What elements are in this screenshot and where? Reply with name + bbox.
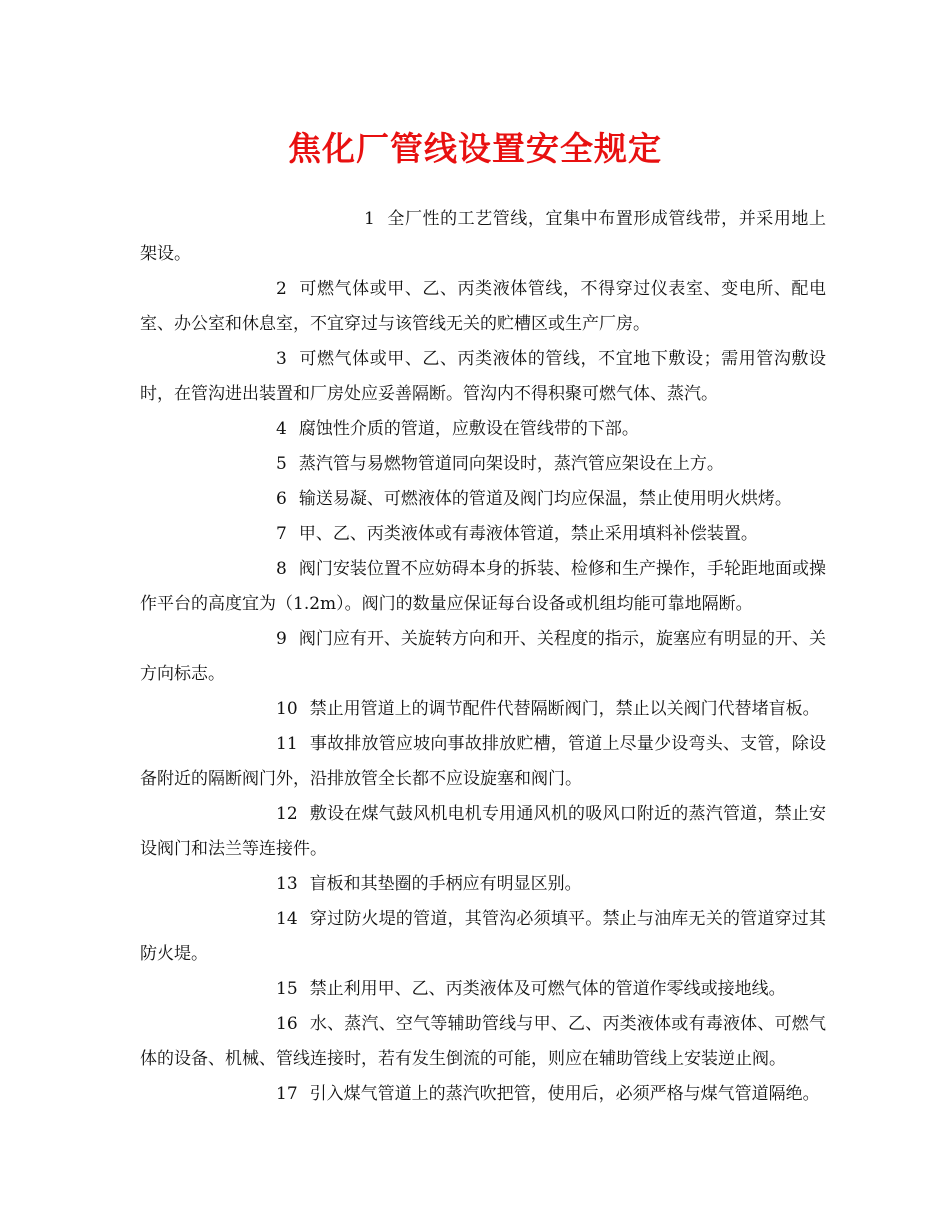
- clause-text: 阀门安装位置不应妨碍本身的拆装、检修和生产操作，手轮距地面或操作平台的高度宜为（1.2m）。阀门的数量应保证每台设备或机组均能可靠地隔断。: [140, 559, 826, 614]
- clause-text: 甲、乙、丙类液体或有毒液体管道，禁止采用填料补偿装置。: [298, 524, 758, 544]
- clause-text: 引入煤气管道上的蒸汽吹把管，使用后，必须严格与煤气管道隔绝。: [309, 1084, 820, 1104]
- clause-text: 禁止用管道上的调节配件代替隔断阀门，禁止以关阀门代替堵盲板。: [309, 699, 820, 719]
- clause-5: [140, 447, 826, 482]
- clause-9: [140, 622, 826, 692]
- clause-10: [140, 692, 826, 727]
- clause-number: 4: [276, 419, 287, 439]
- clause-14: [140, 902, 826, 972]
- clause-number: 8: [276, 559, 287, 579]
- clause-number: 11: [276, 734, 298, 754]
- clause-13: [140, 867, 826, 902]
- document-body: [140, 202, 826, 1112]
- clause-11: [140, 727, 826, 797]
- clause-text: 事故排放管应坡向事故排放贮槽，管道上尽量少设弯头、支管，除设备附近的隔断阀门外，沿排放管全长都不应设旋塞和阀门。: [140, 734, 826, 789]
- clause-number: 14: [276, 909, 298, 929]
- clause-text: 阀门应有开、关旋转方向和开、关程度的指示，旋塞应有明显的开、关方向标志。: [140, 629, 826, 684]
- clause-4: [140, 412, 826, 447]
- clause-number: 12: [276, 804, 298, 824]
- clause-text: 可燃气体或甲、乙、丙类液体管线，不得穿过仪表室、变电所、配电室、办公室和休息室，不宜穿过与该管线无关的贮槽区或生产厂房。: [140, 279, 826, 334]
- clause-2: [140, 272, 826, 342]
- clause-number: 10: [276, 699, 298, 719]
- clause-number: 9: [276, 629, 287, 649]
- clause-number: 13: [276, 874, 298, 894]
- clause-number: 5: [276, 454, 287, 474]
- clause-8: [140, 552, 826, 622]
- clause-text: 敷设在煤气鼓风机电机专用通风机的吸风口附近的蒸汽管道，禁止安设阀门和法兰等连接件。: [140, 804, 826, 859]
- clause-number: 15: [276, 979, 298, 999]
- clause-number: 6: [276, 489, 287, 509]
- clause-text: 水、蒸汽、空气等辅助管线与甲、乙、丙类液体或有毒液体、可燃气体的设备、机械、管线连接时，若有发生倒流的可能，则应在辅助管线上安装逆止阀。: [140, 1014, 826, 1069]
- clause-6: [140, 482, 826, 517]
- clause-12: [140, 797, 826, 867]
- document-title: 焦化厂管线设置安全规定: [288, 129, 662, 168]
- clause-text: 全厂性的工艺管线，宜集中布置形成管线带，并采用地上架设。: [140, 209, 826, 264]
- clause-number: 16: [276, 1014, 298, 1034]
- clause-number: 2: [276, 279, 287, 299]
- clause-text: 腐蚀性介质的管道，应敷设在管线带的下部。: [298, 419, 639, 439]
- clause-text: 禁止利用甲、乙、丙类液体及可燃气体的管道作零线或接地线。: [309, 979, 786, 999]
- clause-16: [140, 1007, 826, 1077]
- clause-3: [140, 342, 826, 412]
- clause-number: 3: [276, 349, 287, 369]
- clause-text: 穿过防火堤的管道，其管沟必须填平。禁止与油库无关的管道穿过其防火堤。: [140, 909, 826, 964]
- clause-text: 盲板和其垫圈的手柄应有明显区别。: [309, 874, 582, 894]
- clause-15: [140, 972, 826, 1007]
- clause-text: 输送易凝、可燃液体的管道及阀门均应保温，禁止使用明火烘烤。: [298, 489, 792, 509]
- clause-text: 蒸汽管与易燃物管道同向架设时，蒸汽管应架设在上方。: [298, 454, 724, 474]
- clause-number: 17: [276, 1084, 298, 1104]
- clause-7: [140, 517, 826, 552]
- clause-number: 1: [364, 209, 375, 229]
- clause-1: [140, 202, 826, 272]
- clause-17: [140, 1077, 826, 1112]
- clause-number: 7: [276, 524, 287, 544]
- clause-text: 可燃气体或甲、乙、丙类液体的管线，不宜地下敷设；需用管沟敷设时，在管沟进出装置和厂房处应妥善隔断。管沟内不得积聚可燃气体、蒸汽。: [140, 349, 826, 404]
